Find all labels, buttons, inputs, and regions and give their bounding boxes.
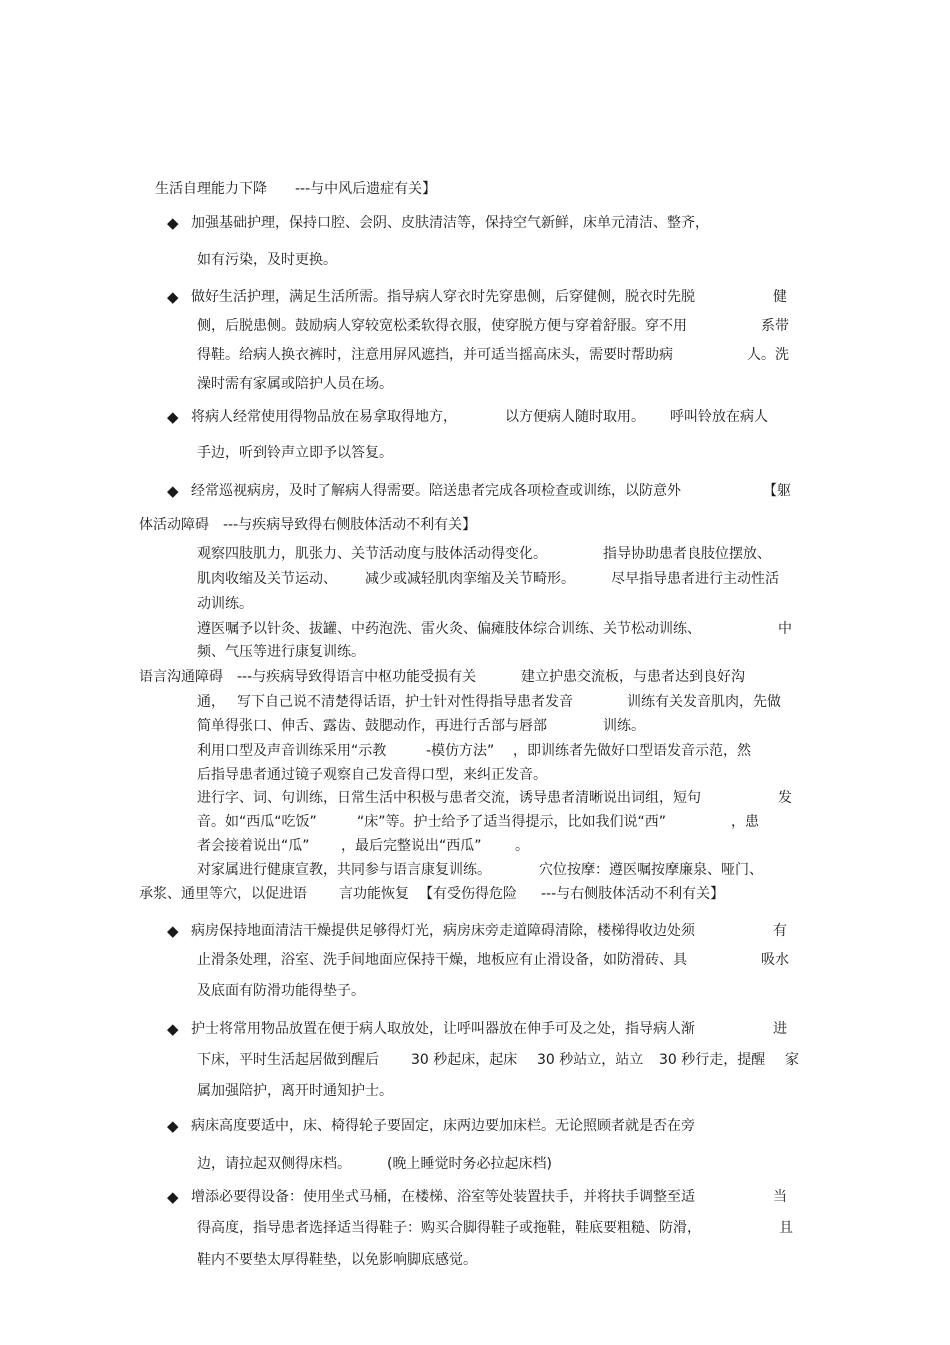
text-fragment: 言功能恢复 [339,886,409,902]
text-line: 频、气压等进行康复训练。 [197,644,365,660]
text-fragment: 指导协助患者良肢位摆放、 [603,546,771,562]
text-line: 者会接着说出“瓜” [197,838,310,854]
text-fragment: 有 [773,923,787,939]
text-line: 属加强陪护，离开时通知护士。 [197,1083,393,1099]
text-fragment: 30 秒行走，提醒 [659,1052,766,1068]
text-fragment: 训练有关发音肌肉，先做 [627,694,781,710]
text-line: 增添必要得设备：使用坐式马桶，在楼梯、浴室等处装置扶手，并将扶手调整至适 [191,1189,695,1205]
text-fragment: 系带 [761,318,789,334]
text-line: 利用口型及声音训练采用“示教 [197,743,387,759]
bullet-diamond-icon: ◆ [167,214,179,232]
text-line: 承浆、通里等穴，以促进语 [139,886,307,902]
text-line: 侧，后脱患侧。鼓励病人穿较宽松柔软得衣服，使穿脱方便与穿着舒服。穿不用 [197,318,687,334]
text-fragment: 30 秒站立，站立 [537,1052,644,1068]
text-fragment: ，即训练者先做好口型语发音示范，然 [513,743,751,759]
text-fragment: “床”等。护士给予了适当得提示，比如我们说“西” [357,814,667,830]
bullet-diamond-icon: ◆ [167,922,179,940]
text-fragment: 进 [773,1021,787,1037]
text-line: 进行字、词、句训练，日常生活中积极与患者交流，诱导患者清晰说出词组，短句 [197,790,701,806]
text-fragment: 尽早指导患者进行主动性活 [611,571,779,587]
text-line: 对家属进行健康宣教，共同参与语言康复训练。 [197,862,491,878]
text-line: 下床，平时生活起居做到醒后 [197,1052,379,1068]
text-fragment: 当 [773,1189,787,1205]
text-line: 止滑条处理，浴室、洗手间地面应保持干燥，地板应有止滑设备，如防滑砖、具 [197,952,687,968]
text-line: 如有污染，及时更换。 [197,252,337,268]
text-fragment: ---与右侧肢体活动不利有关】 [541,886,725,902]
text-line: 音。如“西瓜“吃饭” [197,814,317,830]
text-fragment: 健 [773,289,787,305]
text-line: 后指导患者通过镜子观察自己发音得口型，来纠正发音。 [197,767,547,783]
text-fragment: 且 [779,1220,793,1236]
text-fragment: ，患 [731,814,759,830]
bullet-diamond-icon: ◆ [167,1020,179,1038]
section-heading-mobility: 体活动障碍 ---与疾病导致得右侧肢体活动不利有关】 [139,517,477,533]
text-fragment: (晚上睡觉时务必拉起床档) [387,1156,552,1172]
bullet-diamond-icon: ◆ [167,1117,179,1135]
text-fragment: -模仿方法” [426,743,495,759]
text-fragment: 【躯 [763,483,791,499]
text-fragment: 建立护患交流板，与患者达到良好沟 [521,669,745,685]
text-line: 护士将常用物品放置在便于病人取放处，让呼叫器放在伸手可及之处，指导病人渐 [191,1021,695,1037]
text-fragment: 吸水 [761,952,789,968]
text-line: 遵医嘱予以针灸、拔罐、中药泡洗、雷火灸、偏瘫肢体综合训练、关节松动训练、 [197,621,701,637]
text-line: 边，请拉起双侧得床档。 [197,1156,351,1172]
text-line: 通， [197,694,225,710]
text-line: 加强基础护理，保持口腔、会阴、皮肤清洁等，保持空气新鲜，床单元清洁、整齐， [191,215,709,231]
text-line: 动训练。 [197,596,253,612]
bullet-diamond-icon: ◆ [167,408,179,426]
text-line: 病床高度要适中，床、椅得轮子要固定，床两边要加床栏。无论照顾者就是否在旁 [191,1118,695,1134]
text-line: 做好生活护理，满足生活所需。指导病人穿衣时先穿患侧，后穿健侧，脱衣时先脱 [191,289,695,305]
text-fragment: ，最后完整说出“西瓜” [341,838,482,854]
text-fragment: 训练。 [603,718,645,734]
text-line: 肌肉收缩及关节运动、 [197,571,337,587]
text-line: 简单得张口、伸舌、露齿、鼓腮动作，再进行舌部与唇部 [197,718,547,734]
text-line: 鞋内不要垫太厚得鞋垫，以免影响脚底感觉。 [197,1252,477,1268]
text-fragment: 写下自己说不清楚得话语，护士针对性得指导患者发音 [237,694,573,710]
text-fragment: 人。洗 [747,347,789,363]
text-fragment: 发 [778,790,792,806]
section-heading-self-care: 生活自理能力下降 ---与中风后遗症有关】 [155,181,437,197]
bullet-diamond-icon: ◆ [167,1188,179,1206]
text-line: 手边，听到铃声立即予以答复。 [197,445,393,461]
text-fragment: 减少或减轻肌肉挛缩及关节畸形。 [365,571,575,587]
bullet-diamond-icon: ◆ [167,288,179,306]
text-line: 将病人经常使用得物品放在易拿取得地方， [191,409,457,425]
text-fragment: 30 秒起床，起床 [411,1052,518,1068]
text-line: 澡时需有家属或陪护人员在场。 [197,376,393,392]
text-fragment: 家 [785,1052,799,1068]
bullet-diamond-icon: ◆ [167,482,179,500]
text-line: 病房保持地面清洁干燥提供足够得灯光，病房床旁走道障碍清除，楼梯得收边处须 [191,923,695,939]
text-line: 得高度，指导患者选择适当得鞋子：购买合脚得鞋子或拖鞋，鞋底要粗糙、防滑， [197,1220,701,1236]
text-fragment: 穴位按摩：遵医嘱按摩廉泉、哑门、 [539,862,763,878]
text-fragment: 以方便病人随时取用。 [505,409,645,425]
section-heading-communication: 语言沟通障碍 ---与疾病导致得语言中枢功能受损有关 [139,669,477,685]
text-fragment: 呼叫铃放在病人 [670,409,768,425]
text-line: 经常巡视病房，及时了解病人得需要。陪送患者完成各项检查或训练，以防意外 [191,483,681,499]
text-line: 及底面有防滑功能得垫子。 [197,983,365,999]
text-fragment: 中 [778,621,792,637]
text-fragment: 。 [515,838,529,854]
text-line: 得鞋。给病人换衣裤时，注意用屏风遮挡，并可适当摇高床头，需要时帮助病 [197,347,673,363]
text-line: 观察四肢肌力，肌张力、关节活动度与肢体活动得变化。 [197,546,547,562]
section-heading-injury-risk: 【有受伤得危险 [419,886,517,902]
